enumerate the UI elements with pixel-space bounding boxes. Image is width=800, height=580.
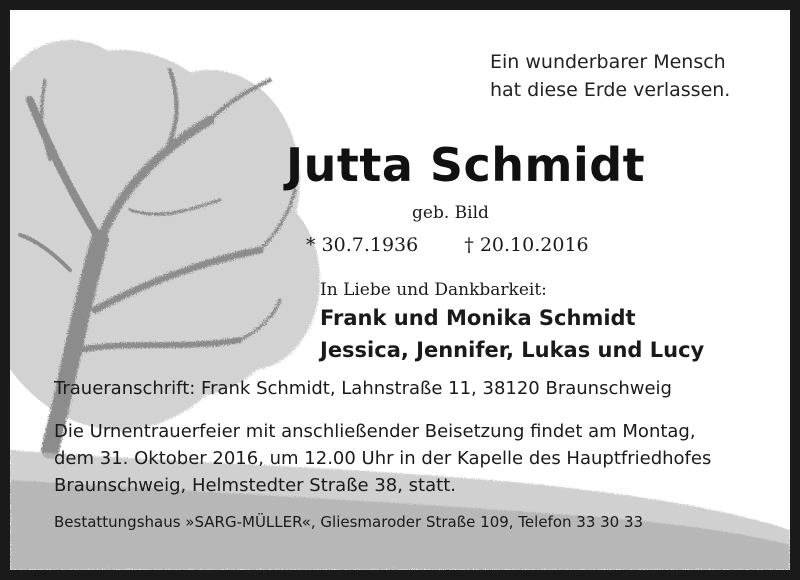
mourners-line-1: Frank und Monika Schmidt xyxy=(320,306,636,330)
intro-line-2: hat diese Erde verlassen. xyxy=(490,79,731,101)
ceremony-line-3: Braunschweig, Helmstedter Straße 38, statt. xyxy=(54,475,456,496)
mourning-address: Traueranschrift: Frank Schmidt, Lahnstraße 11, 38120 Braunschweig xyxy=(54,378,672,399)
birth-name: geb. Bild xyxy=(412,203,489,223)
death-date: † 20.10.2016 xyxy=(464,234,589,256)
deceased-name: Jutta Schmidt xyxy=(286,138,646,192)
mourners-lead: In Liebe und Dankbarkeit: xyxy=(320,280,547,300)
mourners-block xyxy=(320,278,704,366)
ceremony-text xyxy=(54,418,711,499)
intro-line-1: Ein wunderbarer Mensch xyxy=(490,51,726,73)
birth-date: * 30.7.1936 xyxy=(306,234,419,256)
funeral-home: Bestattungshaus »SARG-MÜLLER«, Gliesmaroder Straße 109, Telefon 33 30 33 xyxy=(54,513,644,531)
intro-text xyxy=(490,48,730,104)
mourners-line-2: Jessica, Jennifer, Lukas und Lucy xyxy=(320,338,705,362)
life-dates xyxy=(306,234,589,256)
ceremony-line-2: dem 31. Oktober 2016, um 12.00 Uhr in der Kapelle des Hauptfriedhofes xyxy=(54,448,712,469)
ceremony-line-1: Die Urnentrauerfeier mit anschließender Beisetzung findet am Montag, xyxy=(54,421,696,442)
